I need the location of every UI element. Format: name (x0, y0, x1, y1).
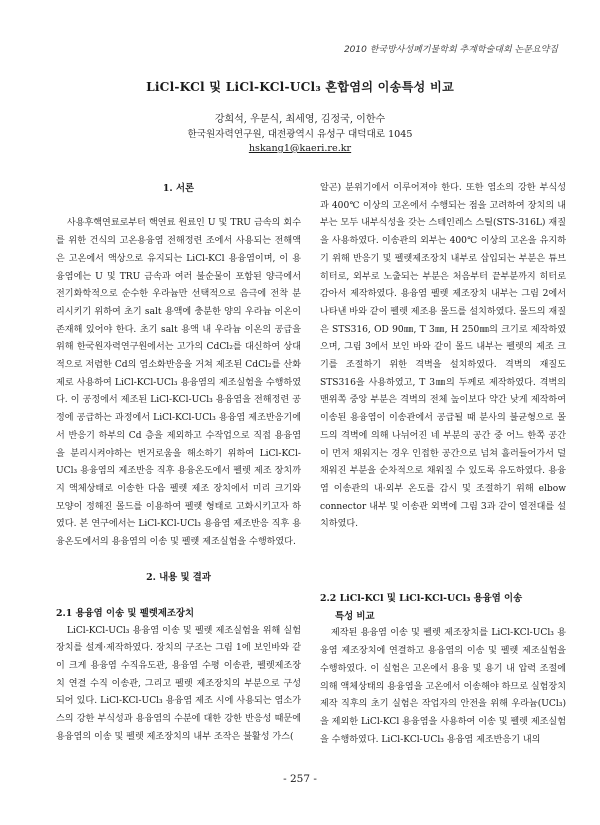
conference-header: 2010 한국방사성폐기물학회 추계학술대회 논문요약집 (343, 45, 558, 55)
section-1-body: 사용후핵연료로부터 핵연료 원료인 U 및 TRU 금속의 회수를 위한 건식의 고온용융염 전해정련 조에서 사용되는 전해액은 고온에서 액상으로 유지되는 LiCl-KCl 용융염이며, 이 용융염에는 U 및 TRU 금속과 여러 불순물이 포함된 양극에서 전기화학적으로 순수한 우라늄만 선택적으로 음극에 전착 분리시키기 위하여 초기 salt 용액에 충분한 양의 우라늄 이온이 존재해 있어야 한다. 초기 salt 용액 내 우라늄 이온의 공급을 위해 한국원자력연구원에서는 고가의 CdCl₂를 대신하여 상대적으로 저렴한 Cd의 염소화반응을 거쳐 제조된 CdCl₂를 산화제로 사용하여 LiCl-KCl-UCl₃ 용융염의 제조실험을 수행하였다. 이 공정에서 제조된 LiCl-KCl-UCl₃ 용융염을 전해정련 공정에 공급하는 과정에서 LiCl-KCl-UCl₃ 용융염 제조반응기에서 반응기 하부의 Cd 층을 제외하고 수작업으로 직접 용융염을 분리시켜야하는 번거로움을 해소하기 위하여 LiCl-KCl-UCl₃ 용융염의 제조반응 직후 용융온도에서 펠렛 제조 장치까지 액체상태로 이송한 다음 펠렛 제조 장치에서 미리 크기와 모양이 정해진 몰드를 이용하여 펠렛 형태로 고화시키고자 하였다. 본 연구에서는 LiCl-KCl-UCl₃ 용융염 제조반응 직후 용융온도에서의 용융염의 이송 및 펠렛 제조실험을 수행하였다. (56, 218, 301, 548)
section-1-heading: 1. 서론 (162, 183, 195, 194)
section-2-2-heading-line2: 특성 비교 (335, 610, 375, 622)
paper-authors: 강희석, 우문식, 최세영, 김정국, 이한수 (214, 114, 386, 125)
page-number: - 257 - (283, 773, 317, 785)
section-2-1-body: LiCl-KCl-UCl₃ 용융염 이송 및 펠렛 제조실험을 위해 실험장치를 설계·제작하였다. 장치의 구조는 그림 1에 보인바와 같이 크게 용융염 수직유도관, 용융염 수평 이송관, 펠렛제조장치 연결 수직 이송관, 그리고 펠렛 제조장치의 부분으로 구성되어 있다. LiCl-KCl-UCl₃ 용융염 제조 시에 사용되는 염소가스의 강한 부식성과 용융염의 수분에 대한 강한 반응성 때문에 용융염의 이송 및 펠렛 제조장치의 내부 조작은 불활성 가스( (56, 625, 301, 742)
section-2-2-body: 제작된 용융염 이송 및 펠렛 제조장치를 LiCl-KCl-UCl₃ 용융염 제조장치에 연결하고 용융염의 이송 및 펠렛 제조실험을 수행하였다. 이 실험은 고온에서 용융 및 용기 내 압력 조절에 의해 액체상태의 용융염을 고온에서 이송해야 하므로 실험장치 제작 직후의 초기 실험은 작업자의 안전을 위해 우라늄(UCl₃)을 제외한 LiCl-KCl 용융염을 사용하여 이송 및 펠렛 제조실험을 수행하였다. LiCl-KCl-UCl₃ 용융염 제조반응기 내의 (320, 628, 566, 745)
paper-affiliation: 한국원자력연구원, 대전광역시 유성구 대덕대로 1045 (187, 129, 413, 140)
section-2-1-heading: 2.1 용융염 이송 및 펠렛제조장치 (56, 607, 195, 619)
section-2-2-heading-line1: 2.2 LiCl-KCl 및 LiCl-KCl-UCl₃ 용융염 이송 (320, 593, 523, 604)
author-email: hskang1@kaeri.re.kr (248, 143, 352, 154)
right-column-lower (320, 590, 566, 749)
section-2-heading: 2. 내용 및 결과 (146, 572, 211, 584)
left-column (56, 180, 301, 746)
paper-title: LiCl-KCl 및 LiCl-KCl-UCl₃ 혼합염의 이송특성 비교 (146, 80, 454, 94)
section-2-1-continued: 알곤) 분위기에서 이루어져야 한다. 또한 염소의 강한 부식성과 400℃ 이상의 고온에서 수행되는 점을 고려하여 장치의 내부는 모두 내부식성을 갖는 스테인레스 스틸(STS-316L) 재질을 사용하였다. 이송관의 외부는 400℃ 이상의 고온을 유지하기 위해 반응기 및 펠렛제조장치 내부로 삽입되는 부분은 튜브히터로, 외부로 노출되는 부분은 처음부터 끝부분까지 히터로 감아서 제작하였다. 용융염 펠렛 제조장치 내부는 그림 2에서 나타낸 바와 같이 펠렛 제조용 몰드를 설치하였다. 몰드의 재질은 STS316, OD 90㎜, T 3㎜, H 250㎜의 크기로 제작하였으며, 그림 3에서 보인 바와 같이 몰드 내부는 펠렛의 제조 크기를 조절하기 위한 격벽을 설치하였다. 격벽의 재질도 STS316을 사용하였고, T 3㎜의 두께로 제작하였다. 격벽의 맨위쪽 중앙 부분은 격벽의 전체 높이보다 약간 낮게 제작하여 이송된 용융염이 이송관에서 공급될 때 분사의 불균형으로 몰드의 격벽에 의해 나뉘어진 네 부분의 공간 중 어느 한쪽 공간이 먼저 채워지는 경우 인접한 공간으로 넘쳐 흘러들어가서 덜 채워진 부분을 순차적으로 채워질 수 있도록 유도하였다. 용융염 이송관의 내·외부 온도를 감시 및 조절하기 위해 elbow connector 내부 및 이송관 외벽에 그림 3과 같이 열전대를 설치하였다. (320, 183, 566, 530)
